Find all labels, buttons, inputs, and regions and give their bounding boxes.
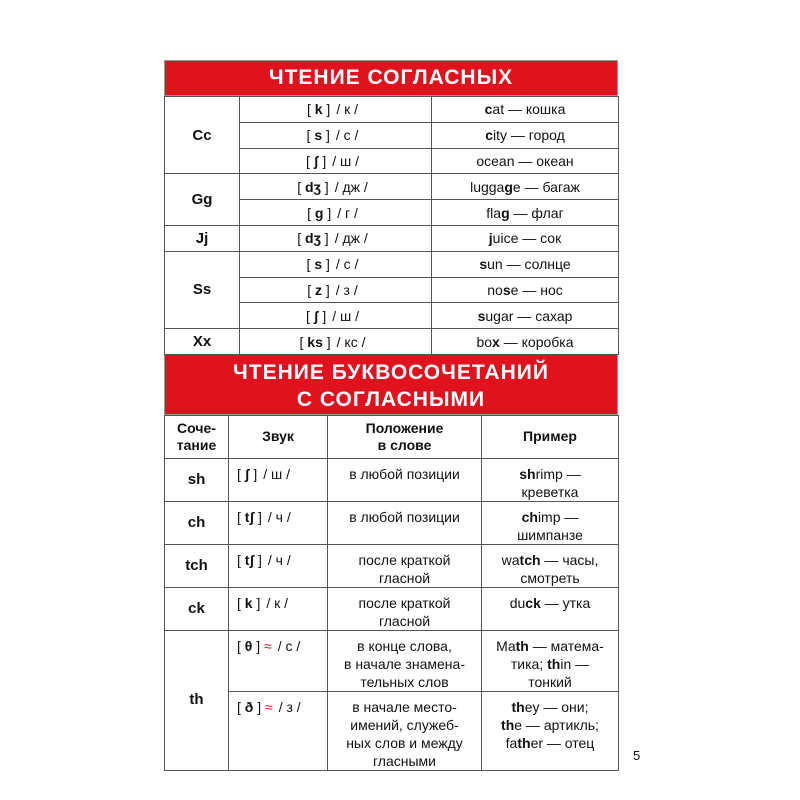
approx-sign: ≈ (264, 637, 272, 654)
example-word: flag — флаг (486, 204, 564, 221)
example-cell (432, 97, 619, 123)
phonetic-transcription: [ θ ] ≈ / с / (237, 637, 301, 654)
sound-cell (229, 691, 328, 770)
example-cell (432, 174, 619, 200)
example-cell (432, 303, 619, 329)
ipa-symbol: k (244, 594, 253, 611)
russian-sound: / с / (335, 256, 359, 273)
highlighted-letters: th (517, 734, 531, 751)
combination-cell: ck (165, 587, 229, 630)
ipa-symbol: ʃ (313, 152, 319, 169)
russian-sound: / ш / (332, 307, 360, 324)
phonetic-transcription: [ ks ] / кс / (299, 333, 366, 350)
combination-cell: th (165, 630, 229, 770)
position-cell: в любой позиции (328, 501, 482, 544)
ipa-symbol: ks (307, 333, 323, 350)
ipa-symbol: ʃ (244, 465, 250, 482)
position-cell: после краткой гласной (328, 544, 482, 587)
phonetic-transcription: [ z ] / з / (307, 281, 358, 298)
combinations-table (164, 415, 619, 771)
example-cell (432, 122, 619, 148)
russian-sound: / г / (337, 204, 358, 221)
sound-cell (229, 630, 328, 691)
highlighted-letters: ck (525, 594, 541, 611)
approx-sign: ≈ (265, 698, 273, 715)
ipa-symbol: ð (244, 698, 254, 715)
example-cell: shrimp — креветка (482, 458, 619, 501)
highlighted-letters: ch (521, 508, 538, 525)
consonants-title: ЧТЕНИЕ СОГЛАСНЫХ (164, 60, 618, 96)
position-cell: в любой позиции (328, 458, 482, 501)
example-word: duck — утка (509, 594, 591, 611)
highlighted-letters: x (492, 333, 500, 350)
ipa-symbol: s (314, 256, 323, 273)
example-word: cat — кошка (484, 101, 566, 118)
table-row (165, 174, 619, 200)
highlighted-letters: c (484, 101, 493, 118)
ipa-symbol: tʃ (244, 551, 255, 568)
highlighted-letters: g (501, 204, 510, 221)
example-word: nose — нос (487, 281, 563, 298)
table-row (165, 691, 619, 770)
sound-cell (229, 458, 328, 501)
highlighted-letters: th (547, 655, 561, 672)
russian-sound: / ч / (267, 508, 291, 525)
example-cell (432, 200, 619, 226)
example-cell (482, 587, 619, 630)
highlighted-letters: c (485, 127, 493, 144)
ipa-symbol: θ (244, 637, 253, 654)
example-word: Math — матема- (496, 637, 604, 654)
phonetic-transcription: [ ʃ ] / ш / (305, 307, 360, 324)
header-position: Положение в слове (328, 415, 482, 458)
example-cell: watch — часы, смотреть (482, 544, 619, 587)
phonetic-transcription: [ dʒ ] / дж / (297, 230, 368, 247)
highlighted-letters: j (488, 230, 493, 247)
russian-sound: / дж / (334, 178, 368, 195)
sound-cell (240, 329, 432, 355)
table-row (165, 544, 619, 587)
example-word: chimp — (521, 508, 579, 525)
phonetic-transcription: [ dʒ ] / дж / (297, 178, 368, 195)
highlighted-letters: s (502, 281, 511, 298)
letter-cell: Cc (165, 97, 240, 174)
sound-cell (229, 587, 328, 630)
highlighted-letters: tch (519, 551, 541, 568)
highlighted-letters: sh (519, 465, 536, 482)
example-word: juice — сок (488, 230, 562, 247)
russian-sound: / к / (266, 594, 289, 611)
phonetic-transcription: [ tʃ ] / ч / (237, 551, 291, 568)
example-word: box — коробка (476, 333, 574, 350)
example-cell (432, 225, 619, 251)
example-word: sugar — сахар (477, 307, 573, 324)
combination-cell: tch (165, 544, 229, 587)
russian-sound: / дж / (334, 230, 368, 247)
russian-sound: / з / (335, 281, 358, 298)
example-word: they — они; (511, 698, 589, 715)
combinations-title-line1: ЧТЕНИЕ БУКВОСОЧЕТАНИЙ (233, 360, 549, 384)
highlighted-letters: th (515, 637, 529, 654)
table-row (165, 458, 619, 501)
phonetic-transcription: [ ʃ ] / ш / (305, 152, 360, 169)
sound-cell (229, 544, 328, 587)
ipa-symbol: s (314, 127, 323, 144)
russian-sound: / с / (335, 127, 359, 144)
combinations-title-line2: С СОГЛАСНЫМИ (296, 387, 486, 411)
phonetic-transcription: [ tʃ ] / ч / (237, 508, 291, 525)
position-cell: в конце слова, в начале знамена- тельных слов (328, 630, 482, 691)
example-word: city — город (485, 127, 565, 144)
example-cell: chimp — шимпанзе (482, 501, 619, 544)
ipa-symbol: dʒ (304, 178, 321, 195)
header-sound: Звук (229, 415, 328, 458)
sound-cell (229, 501, 328, 544)
example-cell (432, 329, 619, 355)
example-word: ocean — океан (476, 152, 574, 169)
phonetic-transcription: [ k ] / к / (306, 101, 359, 118)
highlighted-letters: th (501, 716, 515, 733)
highlighted-letters: th (511, 698, 525, 715)
example-word: sun — солнце (479, 256, 571, 273)
russian-sound: / к / (336, 101, 359, 118)
header-combination: Соче- тание (165, 415, 229, 458)
ipa-symbol: g (314, 204, 324, 221)
example-cell (432, 251, 619, 277)
phonetic-transcription: [ ʃ ] / ш / (237, 465, 291, 482)
letter-cell: Jj (165, 225, 240, 251)
table-row (165, 329, 619, 355)
highlighted-letters: s (479, 256, 488, 273)
header-example: Пример (482, 415, 619, 458)
position-cell: после краткой гласной (328, 587, 482, 630)
ipa-symbol: k (314, 101, 323, 118)
russian-sound: / з / (278, 698, 301, 715)
phonetic-transcription: [ ð ] ≈ / з / (237, 698, 301, 715)
ipa-symbol: ʃ (313, 307, 319, 324)
russian-sound: / ш / (263, 465, 291, 482)
highlighted-letters: g (504, 178, 513, 195)
example-cell (482, 691, 619, 770)
page-number: 5 (633, 748, 641, 763)
example-word: тика; thin — (510, 655, 590, 672)
phonetic-transcription: [ s ] / с / (306, 256, 359, 273)
example-word: luggage — багаж (470, 178, 580, 195)
combination-cell: ch (165, 501, 229, 544)
sound-cell (240, 277, 432, 303)
ipa-symbol: tʃ (244, 508, 255, 525)
phonetic-transcription: [ s ] / с / (306, 127, 359, 144)
sound-cell (240, 97, 432, 123)
combinations-title (164, 355, 618, 415)
letter-cell: Xx (165, 329, 240, 355)
example-cell (432, 277, 619, 303)
sound-cell (240, 174, 432, 200)
table-row (165, 225, 619, 251)
sound-cell (240, 225, 432, 251)
russian-sound: / ч / (267, 551, 291, 568)
phonetic-transcription: [ k ] / к / (237, 594, 289, 611)
reference-sheet (164, 60, 618, 771)
example-word: father — отец (505, 734, 595, 751)
ipa-symbol: z (315, 281, 322, 298)
sound-cell (240, 251, 432, 277)
table-row (165, 97, 619, 123)
combination-cell: sh (165, 458, 229, 501)
table-row (165, 501, 619, 544)
table-row (165, 251, 619, 277)
example-word: watch — часы, (501, 551, 599, 568)
russian-sound: / кс / (336, 333, 366, 350)
table-row (165, 630, 619, 691)
russian-sound: / с / (277, 637, 301, 654)
example-word: shrimp — (519, 465, 581, 482)
example-cell (432, 148, 619, 174)
sound-cell (240, 200, 432, 226)
phonetic-transcription: [ g ] / г / (307, 204, 358, 221)
letter-cell: Gg (165, 174, 240, 226)
sound-cell (240, 122, 432, 148)
sound-cell (240, 148, 432, 174)
example-cell: Math — матема- тика; thin — тонкий (482, 630, 619, 691)
consonants-table (164, 96, 619, 355)
russian-sound: / ш / (332, 152, 360, 169)
table-row (165, 587, 619, 630)
position-cell: в начале место- имений, служеб- ных слов и между гласными (328, 691, 482, 770)
example-word: the — артикль; (501, 716, 599, 733)
sound-cell (240, 303, 432, 329)
letter-cell: Ss (165, 251, 240, 328)
highlighted-letters: s (477, 307, 486, 324)
ipa-symbol: dʒ (304, 230, 321, 247)
